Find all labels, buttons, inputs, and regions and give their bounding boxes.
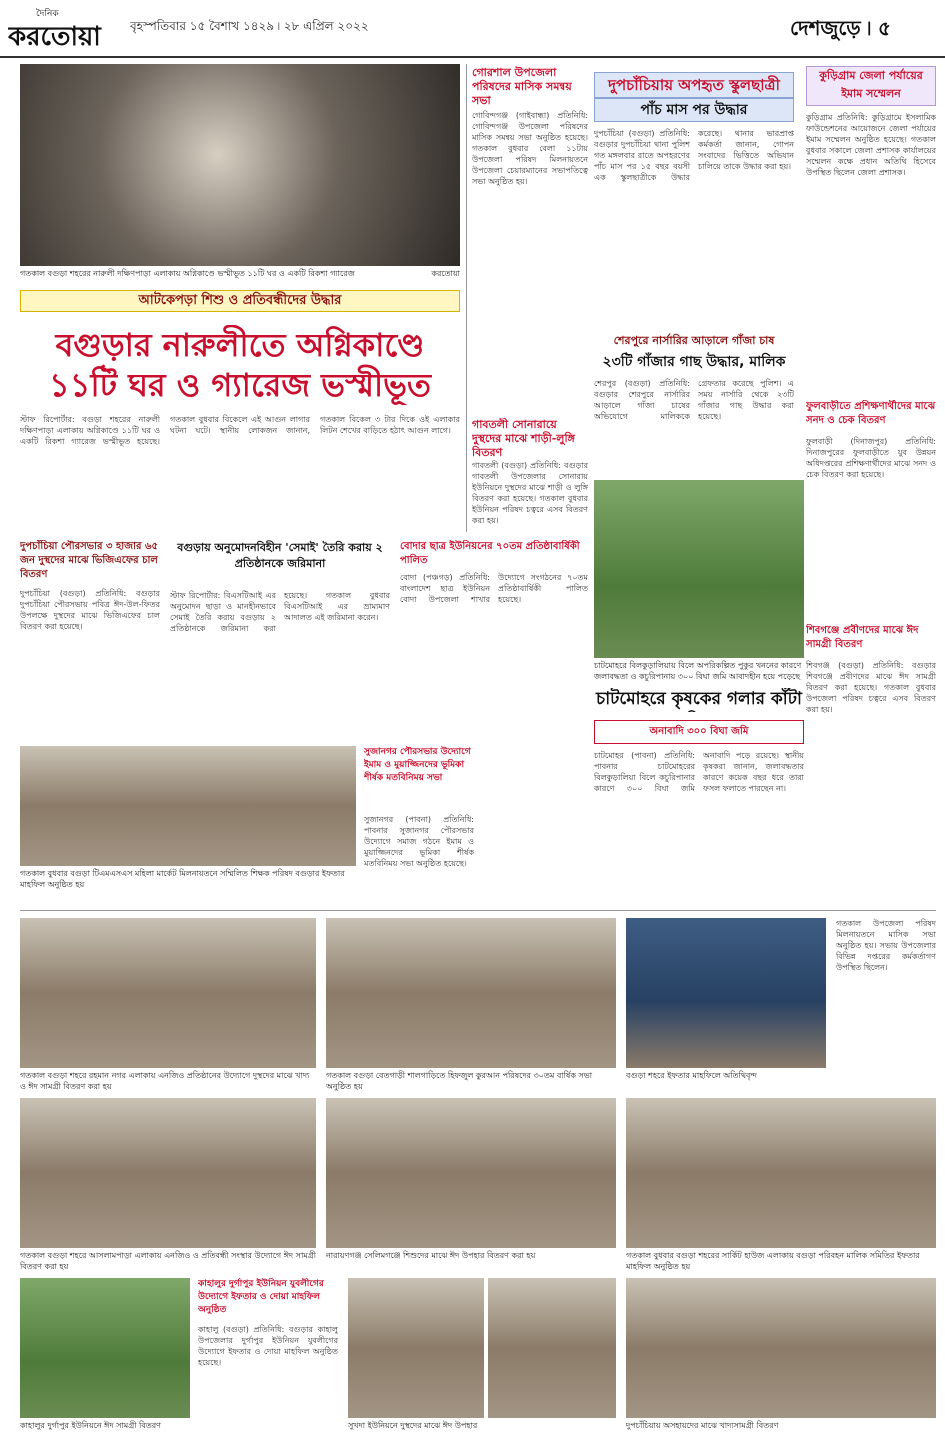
saree-body: গাবতলী (বগুড়া) প্রতিনিধি: বগুড়ার গাবতলী উপজেলার সোনারায় ইউনিয়নে দুস্থদের মাঝে শাড়ী ও লুঙ্গি বিতরণ করা হয়েছে। গতকাল বুধবার ইউনিয়ন পরিষদ চত্বরে এসব বিতরণ করা হয়। — [472, 461, 588, 525]
student-body: দুপচাঁচিয়া (বগুড়া) প্রতিনিধি: বগুড়ার দুপচাঁচিয়া থানা পুলিশ গত মঙ্গলবার রাতে অপহরণের পাঁচ মাস পর ১৫ বছর বয়সী এক স্কুলছাত্রীকে উদ্ধার করেছে। থানার ভারপ্রাপ্ত কর্মকর্তা জানান, গোপন সংবাদের ভিত্তিতে অভিযান চালিয়ে তাকে উদ্ধার করা হয়। — [594, 129, 794, 182]
grid-caption-4: গতকাল বগুড়া শহরে আসলামপাড়া এলাকায় এনজিও ও প্রতিবন্ধী সংস্থার উদ্যোগে ঈদ সামগ্রী বিতরণ করা হয় — [20, 1251, 316, 1271]
masthead — [0, 0, 945, 58]
saree-headline: গাবতলী সোনারায়ে দুস্থদের মাঝে শাড়ী-লুঙ্গি বিতরণ — [472, 418, 575, 458]
fire-headline: বগুড়ার নারুলীতে অগ্নিকাণ্ডে ১১টি ঘর ও গ্যারেজ ভস্মীভূত — [48, 326, 432, 404]
grid-caption-7: কাহালুর দুর্গাপুর ইউনিয়নে ঈদ সামগ্রী বিতরণ — [20, 1421, 162, 1430]
farm-photo — [594, 480, 804, 658]
ganja-kicker: শেরপুরে নার্সারির আড়ালে গাঁজা চাষ — [613, 334, 775, 347]
grid-caption-2: গতকাল বগুড়া বেতগাড়ী শালগাড়িতে হিফজুল কুরআন পরিষদের ৩০তম বার্ষিক সভা অনুষ্ঠিত হয় — [326, 1071, 593, 1091]
student-headline: দুপচাঁচিয়ায় অপহৃত স্কুলছাত্রী — [594, 72, 794, 98]
grid-caption-8: সুখদা ইউনিয়নে দুস্থদের মাঝে ঈদ উপহার — [348, 1421, 478, 1430]
training-headline: ফুলবাড়ীতে প্রশিক্ষণার্থীদের মাঝে সনদ ও চেক বিতরণ — [806, 401, 936, 426]
semai-headline: বগুড়ায় অনুমোদনবিহীন 'সেমাই' তৈরি করায় ২ প্রতিষ্ঠানকে জরিমানা — [177, 541, 383, 570]
right-column-text: গতকাল উপজেলা পরিষদ মিলনায়তনে মাসিক সভা অনুষ্ঠিত হয়। সভায় উপজেলার বিভিন্ন দপ্তরের কর্মকর্তাগণ উপস্থিত ছিলেন। — [836, 919, 936, 972]
ganja-headline: ২৩টি গাঁজার গাছ উদ্ধার, মালিক — [602, 354, 786, 370]
grid-photo-7 — [20, 1278, 190, 1418]
school-body: বোদা (পঞ্চগড়) প্রতিনিধি: বাংলাদেশ ছাত্র ইউনিয়ন বোদা উপজেলা শাখার উদ্যোগে সংগঠনের ৭০তম প্রতিষ্ঠাবার্ষিকী পালিত হয়েছে। — [400, 573, 588, 604]
training-body: ফুলবাড়ী (দিনাজপুর) প্রতিনিধি: দিনাজপুরের ফুলবাড়ীতে যুব উন্নয়ন অধিদপ্তরের প্রশিক্ষণার্থীদের মাঝে সনদ ও চেক বিতরণ করা হয়েছে। — [806, 437, 936, 479]
fire-photo — [20, 64, 460, 266]
grid-photo-5 — [326, 1098, 616, 1248]
student-subhead: পাঁচ মাস পর উদ্ধার — [594, 98, 794, 122]
kahalu-headline: কাহালুর দুর্গাপুর ইউনিয়ন যুবলীগের উদ্যোগে ইফতার ও দোয়া মাহফিল অনুষ্ঠিত — [198, 1279, 324, 1315]
logo-big-text: করতোয়া — [8, 22, 101, 50]
imam-headline: কুড়িগ্রাম জেলা পর্যায়ের ইমাম সম্মেলন — [806, 66, 936, 106]
grid-top-rule — [20, 910, 936, 911]
logo-small-text: দৈনিক — [36, 9, 59, 19]
grid-caption-1: গতকাল বগুড়া শহরে রহমান নগর এলাকায় এনজিও প্রতিষ্ঠানের উদ্যোগে দুস্থদের মাঝে খাদ্য ও ঈদ সামগ্রী বিতরণ করা হয় — [20, 1071, 310, 1091]
grid-caption-9: দুপচাঁচিয়ায় অসহায়দের মাঝে খাদ্যসামগ্রী বিতরণ — [626, 1421, 779, 1430]
ganja-body: শেরপুর (বগুড়া) প্রতিনিধি: বগুড়ার শেরপুরে নার্সারির আড়ালে গাঁজা চাষের অভিযোগে মালিককে গ্রেফতার করেছে পুলিশ। এ সময় নার্সারি থেকে ২৩টি গাঁজার গাছ উদ্ধার করা হয়েছে। — [594, 379, 794, 421]
eid-headline: শিবগঞ্জে প্রবীণদের মাঝে ঈদ সামগ্রী বিতরণ — [806, 625, 919, 650]
farm-photo-caption: চাটমোহরে বিলকুড়ালিয়ায় বিলে অপরিকল্পিত পুকুর খননের কারণে জলাবদ্ধতা ও কচুরিপানায় ৩০০ বিঘা জমি আবাদহীন হয়ে পড়েছে — [594, 661, 802, 681]
kahalu-body: কাহালু (বগুড়া) প্রতিনিধি: বগুড়ার কাহালু উপজেলার দুর্গাপুর ইউনিয়ন যুবলীগের উদ্যোগে ইফতার ও দোয়া মাহফিল অনুষ্ঠিত হয়েছে। — [198, 1325, 338, 1367]
eid-body: শিবগঞ্জ (বগুড়া) প্রতিনিধি: বগুড়ার শিবগঞ্জে প্রবীণদের মাঝে ঈদ সামগ্রী বিতরণ করা হয়েছে। গতকাল বুধবার উপজেলা পরিষদ চত্বরে এসব বিতরণ করা হয়। — [806, 661, 936, 714]
grid-photo-10 — [626, 1278, 936, 1418]
fire-photo-caption: গতকাল বগুড়া শহরের নারুলী দক্ষিণপাড়া এলাকায় অগ্নিকাণ্ডে ভস্মীভূত ১১টি ঘর ও একটি রিকশা গ্যারেজ — [20, 269, 355, 278]
column-rule — [466, 64, 467, 532]
food-headline: দুপচাঁচিয়া পৌরসভার ৩ হাজার ৬৫ জন দুস্থদের মাঝে ভিজিএফের চাল বিতরণ — [20, 541, 158, 580]
kochuripana-body: চাটমোহর (পাবনা) প্রতিনিধি: পাবনার চাটমোহরের বিলকুড়ালিয়া বিলে কচুরিপানার কারণে ৩০০ বিঘা জমি অনাবাদি পড়ে রয়েছে। স্থানীয় কৃষকরা জানান, জলাবদ্ধতার কারণে কয়েক বছর ধরে তারা ফসল ফলাতে পারছেন না। — [594, 751, 804, 793]
grid-caption-6: গতকাল বুধবার বগুড়া শহরের সার্কিট হাউজ এলাকায় বগুড়া পরিবহন মালিক সমিতির ইফতার মাহফিল অনুষ্ঠিত হয় — [626, 1251, 920, 1271]
grid-caption-5: নারায়ণগঞ্জ সেলিমগঞ্জে শিশুদের মাঝে ঈদ উপহার বিতরণ করা হয় — [326, 1251, 536, 1260]
kochuripana-headline: চাটমোহরে কৃষকের গলার কাঁটা — [596, 689, 802, 709]
school-headline: বোদার ছাত্র ইউনিয়নের ৭০তম প্রতিষ্ঠাবার্ষিকী পালিত — [400, 541, 580, 566]
meeting-headline: গোরশাল উপজেলা পরিষদের মাসিক সমন্বয় সভা — [472, 66, 572, 106]
grid-photo-9 — [488, 1278, 616, 1418]
fire-photo-credit: করতোয়া — [431, 269, 460, 278]
meeting-photo — [20, 746, 356, 866]
grid-photo-1 — [20, 918, 316, 1068]
meeting-body: গোবিন্দগঞ্জ (গাইবান্ধা) প্রতিনিধি: গোবিন্দগঞ্জ উপজেলা পরিষদের মাসিক সমন্বয় সভা অনুষ্ঠিত হয়েছে। গতকাল বুধবার বেলা ১১টায় উপজেলা পরিষদ মিলনায়তনে উপজেলা চেয়ারম্যানের সভাপতিত্বে সভা অনুষ্ঠিত হয়। — [472, 111, 588, 186]
fire-kicker: আটকেপড়া শিশু ও প্রতিবন্ধীদের উদ্ধার — [20, 290, 460, 312]
grid-photo-6 — [626, 1098, 936, 1248]
imam-body: কুড়িগ্রাম প্রতিনিধি: কুড়িগ্রামে ইসলামিক ফাউন্ডেশনের আয়োজনে জেলা পর্যায়ের ইমাম সম্মেলন অনুষ্ঠিত হয়েছে। গতকাল বুধবার সকালে জেলা প্রশাসক কার্যালয়ের সম্মেলন কক্ষে প্রধান অতিথি হিসেবে উপস্থিত ছিলেন জেলা প্রশাসক। — [806, 113, 936, 177]
food-body: দুপচাঁচিয়া (বগুড়া) প্রতিনিধি: বগুড়ার দুপচাঁচিয়া পৌরসভায় পবিত্র ঈদ-উল-ফিতর উপলক্ষে দুস্থদের মাঝে ভিজিএফের চাল বিতরণ করা হয়েছে। — [20, 589, 160, 631]
section-title: দেশজুড়ে ৷ ৫ — [790, 16, 891, 40]
newspaper-logo — [8, 6, 118, 50]
grid-photo-2 — [326, 918, 616, 1068]
fire-lead: স্টাফ রিপোর্টার: বগুড়া শহরের নারুলী দক্ষিণপাড়া এলাকায় অগ্নিকাণ্ডে ১১টি ঘর ও একটি রিকশা গ্যারেজ ভস্মীভূত হয়েছে। গতকাল বুধবার বিকেলে এই আগুন লাগার ঘটনা ঘটে। স্থানীয় লোকজন জানান, গতকাল বিকেল ৩ টার দিকে ওই এলাকার লিটন শেখের বাড়িতে হঠাৎ আগুন লাগে। — [20, 415, 460, 446]
semai-body: স্টাফ রিপোর্টার: বিএসটিআই এর অনুমোদন ছাড়া ও মানহীনভাবে সেমাই তৈরি করায় বগুড়ায় ২ প্রতিষ্ঠানকে জরিমানা করা হয়েছে। গতকাল বুধবার বিএসটিআই এর ভ্রাম্যমাণ আদালত এই জরিমানা করেন। — [170, 591, 390, 633]
mosque-headline: সুজানগর পৌরসভার উদ্যোগে ইমাম ও মুয়াজ্জিনদের ভূমিকা শীর্ষক মতবিনিময় সভা — [364, 747, 471, 783]
mosque-body: সুজানগর (পাবনা) প্রতিনিধি: পাবনার সুজানগর পৌরসভার উদ্যোগে সমাজ গঠনে ইমাম ও মুয়াজ্জিনদের ভূমিকা শীর্ষক মতবিনিময় সভা অনুষ্ঠিত হয়েছে। — [364, 815, 474, 868]
dateline: বৃহস্পতিবার ১৫ বৈশাখ ১৪২৯ ৷ ২৮ এপ্রিল ২০২২ — [130, 19, 369, 33]
meeting-photo-caption: গতকাল বুধবার বগুড়া টিএমএসএস মহিলা মার্কেট মিলনায়তনে সম্মিলিত শিক্ষক পরিষদ বগুড়ার ইফতার মাহফিল অনুষ্ঠিত হয় — [20, 869, 345, 889]
grid-photo-4 — [20, 1098, 316, 1248]
kochuripana-box: অনাবাদি ৩০০ বিঘা জমি — [594, 720, 804, 744]
grid-photo-8 — [348, 1278, 484, 1418]
grid-photo-3 — [626, 918, 826, 1068]
grid-caption-3: বগুড়া শহরে ইফতার মাহফিলে অতিথিবৃন্দ — [626, 1071, 757, 1080]
